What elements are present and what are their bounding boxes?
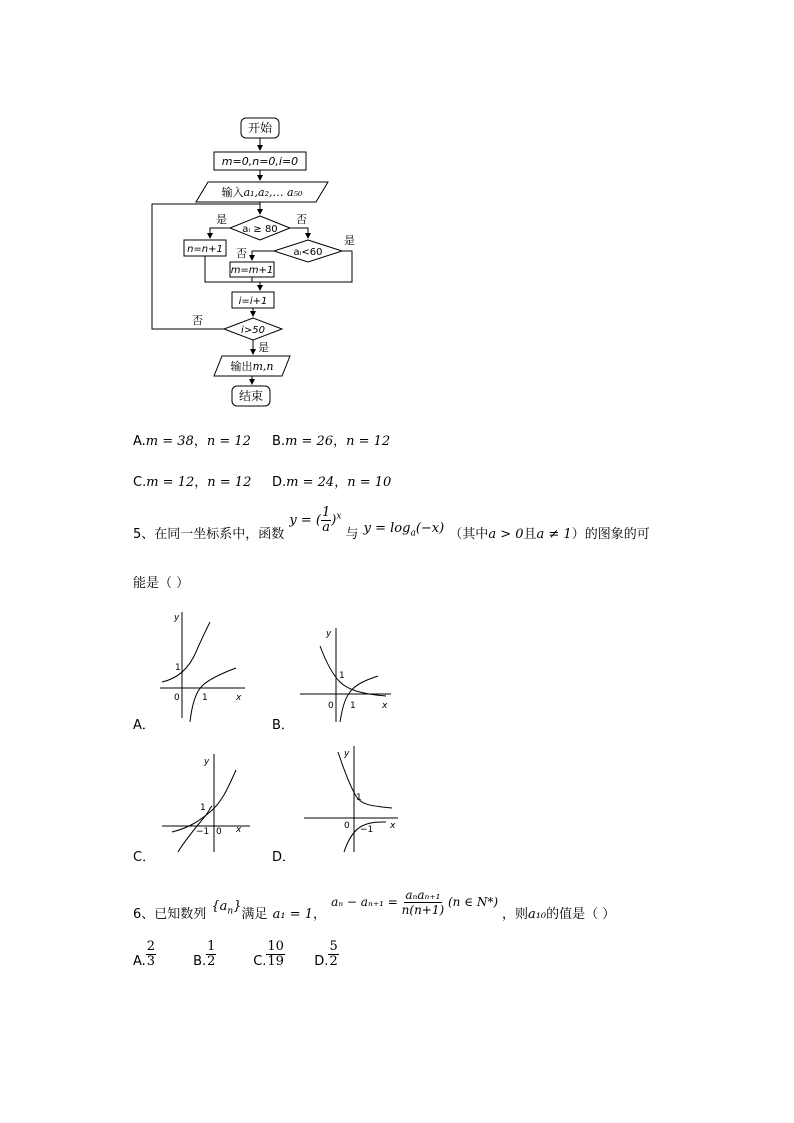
graph-d-exp-curve <box>338 752 392 808</box>
cond2-no: 否 <box>236 247 247 260</box>
graph-d <box>298 740 408 858</box>
cond2-yes: 是 <box>344 234 355 247</box>
graph-a-x: x <box>236 693 242 703</box>
input-label: 输入a₁,a₂,… a₅₀ <box>221 186 303 199</box>
graph-b-one-x: 1 <box>350 701 356 711</box>
graph-c-exp-curve <box>172 770 236 832</box>
graph-c-y: y <box>204 757 210 767</box>
graph-a-one-y: 1 <box>175 663 181 673</box>
graph-a <box>150 608 250 726</box>
graph-c <box>158 748 258 856</box>
cond1-label: aᵢ ≥ 80 <box>242 224 278 235</box>
cond3-label: i>50 <box>241 325 265 336</box>
graph-b-log-curve <box>340 676 378 722</box>
graph-a-exp-curve <box>162 622 210 682</box>
graph-d-one-y: 1 <box>356 793 362 803</box>
graph-d-neg-one: −1 <box>360 825 374 835</box>
graph-d-origin: 0 <box>344 821 350 831</box>
i-update-label: i=i+1 <box>238 296 268 307</box>
q6-option-c: C. $\frac{10}{19}$ <box>253 939 284 969</box>
graph-b-y: y <box>326 629 332 639</box>
cond2-label: aᵢ<60 <box>293 247 323 258</box>
graph-d-y: y <box>344 749 350 759</box>
start-label: 开始 <box>247 121 273 135</box>
graph-b-label: B． <box>272 718 294 733</box>
init-label: m=0,n=0,i=0 <box>221 155 299 168</box>
graph-b <box>296 622 396 726</box>
q6-option-a: A. $\frac{2}{3}$ <box>133 939 156 969</box>
graph-c-neg-one: −1 <box>196 827 210 837</box>
end-label: 结束 <box>238 389 264 403</box>
graph-d-label: D． <box>272 850 296 865</box>
q4-option-c: C.m = 12，n = 12 <box>133 475 252 490</box>
graph-c-one-y: 1 <box>200 803 206 813</box>
q6-options <box>133 940 369 969</box>
flowchart <box>140 110 360 410</box>
cond1-no: 否 <box>296 213 307 226</box>
graph-a-label: A． <box>133 718 155 733</box>
cond1-yes: 是 <box>216 213 227 226</box>
cond3-no: 否 <box>192 314 203 327</box>
q6-stem: 6、已知数列 $^{\{a_n\}}$满足 a₁ = 1， $^{a_n - a_{n+1} = a_na_{n+1} n(n+1) (n \in N*)}$ ，则a₁₀的值是（ ） <box>133 888 616 922</box>
output-label: 输出m,n <box>230 360 274 373</box>
cond3-yes: 是 <box>258 341 269 354</box>
graph-b-origin: 0 <box>328 701 334 711</box>
graph-b-one-y: 1 <box>339 671 345 681</box>
q5-stem-line2: 能是（ ） <box>133 576 190 591</box>
m-update-label: m=m+1 <box>230 265 274 276</box>
graph-c-origin: 0 <box>216 827 222 837</box>
q6-option-d: D. $\frac{5}{2}$ <box>314 939 338 969</box>
graph-c-label: C． <box>133 850 156 865</box>
graph-a-one-x: 1 <box>202 693 208 703</box>
q4-option-a: A.m = 38，n = 12 <box>133 434 251 449</box>
q4-option-d: D.m = 24，n = 10 <box>272 475 392 490</box>
q5-stem: 5、在同一坐标系中，函数 $^{y = ( \frac{1}{a} )^x}$ 与 $^{y = log_a(-x)}$ （其中a > 0且a ≠ 1）的图象的可 <box>133 505 650 542</box>
graph-b-x: x <box>382 701 388 711</box>
graph-d-x: x <box>390 821 396 831</box>
graph-c-x: x <box>236 825 242 835</box>
q4-option-b: B.m = 26，n = 12 <box>272 434 391 449</box>
graph-a-y: y <box>174 613 180 623</box>
n-update-label: n=n+1 <box>187 244 223 255</box>
q6-option-b: B. $\frac{1}{2}$ <box>193 939 216 969</box>
graph-a-origin: 0 <box>174 693 180 703</box>
graph-a-log-curve <box>190 668 236 722</box>
